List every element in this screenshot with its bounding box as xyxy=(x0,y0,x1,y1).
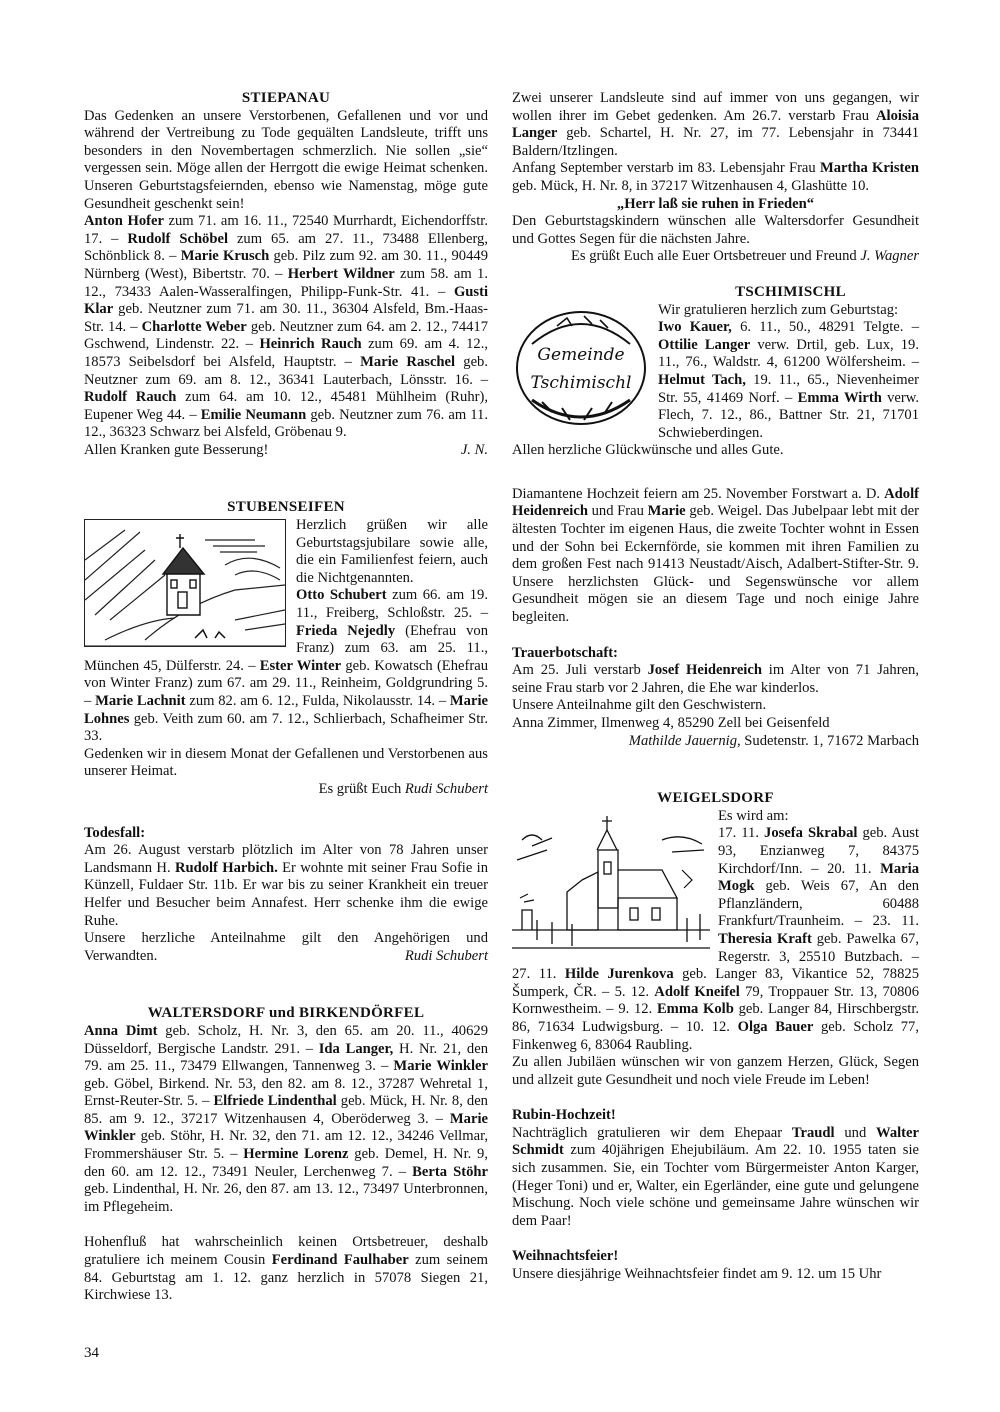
entry-date: 5. 12. xyxy=(614,983,655,1000)
entry-date: 10. 12. xyxy=(685,1018,738,1035)
rubin-title: Rubin-Hochzeit! xyxy=(512,1107,616,1124)
todesfall-text: Am 26. August verstarb plötzlich im Alter von 78 Jahren unser Landsmann H. Rudolf Harbich. Er wohnte mit seiner Frau Sofie in Künzell, Fuldaer Str. 11b. Er war bis zu seiner Krankheit ein treuer Helfer und Besucher beim Annafest. Herr schenke ihm die ewige Ruhe. xyxy=(84,842,489,929)
entry-details: geb. Göbel, Birkend. Nr. 53, den 82. am 8. 12., 37287 Wehretal 1, Ernst-Reuter-Str. 5. – xyxy=(84,1075,488,1110)
weihnacht-text: Unsere diesjährige Weihnachtsfeier findet am 9. 12. um 15 Uhr xyxy=(512,1266,882,1283)
stubenseifen-intro: Herzlich grüßen wir alle Geburtstagsjubilare sowie alle, die ein Familienfest feiern, auch die Nichtgenannten. xyxy=(296,517,488,586)
entry-details: zum 71. am 16. 11., 72540 Murrhardt, Eichendorffstr. 17. – xyxy=(84,213,488,247)
tschimischl-signature: Mathilde Jauernig, Sudetenstr. 1, 71672 Marbach xyxy=(628,732,919,749)
seal-drawing xyxy=(512,304,650,428)
person-name: Emma Wirth xyxy=(797,389,882,406)
person-name: Anton Hofer xyxy=(84,213,164,230)
rubin-text: Nachträglich gratulieren wir dem Ehepaar Traudl und Walter Schmidt zum 40jährigen Ehejubiläum. Am 22. 10. 1955 taten sie sich zusammen. Sie, ein Tochter vom Bürgermeister Anton Karger, (Heger Toni) und er, Walter, ein Egerländer, eine gute und gelungene Mischung. Noch viele schöne und gemeinsame Jahre wünschen wir dem Paar! xyxy=(512,1124,919,1229)
entry-details: zum 69. am 4. 12., 18573 Seibelsdorf bei Alsfeld, Hauptstr. – xyxy=(84,336,488,370)
entry-date: 17. 11. xyxy=(718,825,765,842)
signature: Rudi Schubert xyxy=(404,780,488,797)
section-title-tschimischl: TSCHIMISCHL xyxy=(735,283,846,300)
entry-details: geb. Stöhr, H. Nr. 32, den 71. am 12. 12., 34246 Vellmar, Frommershäuser Str. 5. – xyxy=(84,1128,488,1163)
signature: Rudi Schubert xyxy=(404,947,488,964)
trauer-text: Am 25. Juli verstarb Josef Heidenreich im Alter von 71 Jahren, seine Frau starb vor 2 Jahren, die Ehe war kinderlos. xyxy=(512,662,919,696)
entry-details: geb. Neutzner zum 69. am 8. 12., 36341 Lauterbach, Lönsstr. 16. – xyxy=(84,353,488,388)
entry-details: zum 58. am 1. 12., 73433 Aalen-Wasseralfingen, Philipp-Funk-Str. 41. – xyxy=(84,265,489,300)
section-title-stiepanau: STIEPANAU xyxy=(241,90,331,106)
entry-details: geb. Pilz zum 92. am 30. 11., 90449 Nürnberg (West), Bibertstr. 70. – xyxy=(84,248,488,282)
entry-date: 23. 11. xyxy=(872,913,919,930)
prayer-line: „Herr laß sie ruhen in Frieden“ xyxy=(616,195,815,212)
person-name: Emilie Neumann xyxy=(200,406,307,423)
hohenfluss-paragraph: Hohenfluß hat wahrscheinlich keinen Ortsbetreuer, deshalb gratuliere ich meinem Cousin Ferdinand Faulhaber zum seinem 84. Geburtstag am 1. 12. ganz herzlich in 57078 Siegen 21, Kirchwiese 13. xyxy=(84,1234,489,1304)
person-name: Hermine Lorenz xyxy=(243,1146,349,1163)
person-name: Otto Schubert xyxy=(296,587,387,604)
person-name: Marie Lohnes xyxy=(84,693,488,727)
trauer-address: Anna Zimmer, Ilmenweg 4, 85290 Zell bei Geisenfeld xyxy=(512,715,830,731)
entry-details: 79, Troppauer Str. 13, 70806 Kornwestheim. – xyxy=(512,983,920,1018)
right-column xyxy=(512,90,919,1284)
entry-details: verw. Drtil, geb. Lux, 19. 11., 76., Waldstr. 4, 61200 Wölfersheim. – xyxy=(658,336,919,371)
waltersdorf-birthdays xyxy=(84,1023,488,1217)
diamond-wedding: Diamantene Hochzeit feiern am 25. November Forstwart a. D. Adolf Heidenreich und Frau Marie geb. Weigel. Das Jubelpaar lebt mit der ältesten Tochter im eigenen Haus, die zweite Tochter wohnt in Essen und der Sohn bei Eckernförde, sie kommen mit ihren Familien zu dem großen Fest nach 91413 Neustadt/Aisch, Adalbert-Stifter-Str. 9. Unsere herzlichsten Glück- und Segenswünsche vor allem Gesundheit mögen sie an diesem Tage und noch einige Jahre begleiten. xyxy=(512,485,919,626)
entry-details: geb. Neutzner zum 71. am 30. 11., 36304 Alsfeld, Bm.-Haas-Str. 14. – xyxy=(84,301,488,335)
person-name: Gusti Klar xyxy=(84,283,488,318)
person-name: Olga Bauer xyxy=(737,1018,814,1035)
weihnacht-title: Weihnachtsfeier! xyxy=(512,1248,619,1265)
person-name: Josefa Skrabal xyxy=(764,825,858,842)
entry-details: geb. Neutzner zum 76. am 11. 12., 36323 Schwarz bei Alsfeld, Gröbenau 9. xyxy=(84,406,488,441)
entry-details: geb. Demel, H. Nr. 9, den 60. am 12. 12., 73491 Neuler, Lerchenweg 7. – xyxy=(84,1146,489,1180)
entry-details: zum 66. am 19. 11., Freiberg, Schloßstr. 25. – xyxy=(296,587,488,622)
entry-details: zum 65. am 27. 11., 73488 Ellenberg, Schönblick 8. – xyxy=(84,230,488,265)
person-name: Frieda Nejedly xyxy=(296,622,396,639)
left-column xyxy=(84,90,488,1305)
entry-details: geb. Lindenthal, H. Nr. 26, den 87. am 13. 12., 73497 Unterbronnen, im Pflegeheim. xyxy=(84,1181,488,1215)
entry-details: zum 82. am 6. 12., Fulda, Nikolausstr. 14. – xyxy=(185,693,450,709)
person-name: Theresia Kraft xyxy=(718,930,812,947)
chapel-drawing xyxy=(85,520,285,646)
entry-date: 9. 12. xyxy=(618,1001,657,1018)
waltersdorf-death-2: Anfang September verstarb im 83. Lebensjahr Frau Martha Kristen geb. Mück, H. Nr. 8, in 37217 Witzenhausen 4, Glashütte 10. xyxy=(512,160,919,194)
person-name: Heinrich Rauch xyxy=(259,336,362,353)
section-title-waltersdorf: WALTERSDORF und BIRKENDÖRFEL xyxy=(147,1005,425,1022)
entry-details: geb. Scholz 77, Finkenweg 6, 83064 Raubling. xyxy=(512,1018,919,1053)
person-name: Maria Mogk xyxy=(718,860,919,895)
entry-details: 19. 11., 65., Nievenheimer Str. 55, 41469 Norf. – xyxy=(658,371,919,406)
person-name: Marie Lachnit xyxy=(95,693,186,709)
entry-details: geb. Mück, H. Nr. 8, den 85. am 9. 12., 37217 Witzenhausen 4, Oberöderweg 3. – xyxy=(84,1093,488,1127)
entry-details: H. Nr. 21, den 79. am 25. 11., 73479 Ellwangen, Tannenweg 3. – xyxy=(84,1040,489,1075)
entry-details: geb. Langer 84, Hirschbergstr. 86, 71634 Ludwigsburg. – xyxy=(512,1001,920,1035)
entry-date: 27. 11. xyxy=(512,966,565,983)
tschimischl-closing: Allen herzliche Glückwünsche und alles Gute. xyxy=(512,442,784,459)
greeting: Es grüßt Euch xyxy=(318,780,402,797)
entry-details: geb. Pawelka 67, Regerstr. 3, 25510 Butzbach. – xyxy=(718,930,919,965)
entry-details: geb. Weis 67, An den Pflanzländern, 60488 Frankfurt/Traunheim. – xyxy=(718,878,919,930)
stubenseifen-signature-line xyxy=(84,781,488,799)
church-illustration xyxy=(512,810,710,952)
closing-text: Allen Kranken gute Besserung! xyxy=(84,441,269,458)
entry-date: 20. 11. xyxy=(827,860,881,877)
tschimischl-intro: Wir gratulieren herzlich zum Geburtstag: xyxy=(658,301,899,318)
person-name: Anna Dimt xyxy=(84,1022,158,1039)
trauer-sympathy: Unsere Anteilnahme gilt den Geschwistern. xyxy=(512,697,767,714)
entry-details: geb. Veith zum 60. am 7. 12., Schlierbach, Schafheimer Str. 33. xyxy=(84,710,488,745)
stubenseifen-closing: Gedenken wir in diesem Monat der Gefallenen und Verstorbenen aus unserer Heimat. xyxy=(84,745,488,780)
church-drawing xyxy=(512,810,710,952)
person-name: Iwo Kauer, xyxy=(658,319,732,336)
person-name: Ottilie Langer xyxy=(658,336,751,353)
waltersdorf-signature-line: Es grüßt Euch alle Euer Ortsbetreuer und Freund J. Wagner xyxy=(570,248,919,265)
entry-details: verw. Flech, 7. 12., 86., Battner Str. 21, 71701 Schwieberdingen. xyxy=(658,389,919,441)
todesfall-closing: Unsere herzliche Anteilnahme gilt den Angehörigen und Verwandten. Rudi Schubert xyxy=(84,930,488,964)
chapel-illustration xyxy=(84,519,286,647)
person-name: Ester Winter xyxy=(259,657,342,674)
todesfall-title: Todesfall: xyxy=(84,824,146,841)
entry-details: zum 64. am 10. 12., 45481 Mühlheim (Ruhr), Eupener Weg 44. – xyxy=(84,389,488,423)
person-name: Marie Winkler xyxy=(84,1110,488,1145)
stiepanau-birthdays xyxy=(84,213,488,442)
entry-details: geb. Langer 83, Vikantice 52, 78825 Šumperk, ČR. – xyxy=(512,966,919,1000)
section-title-stubenseifen: STUBENSEIFEN xyxy=(227,499,345,516)
person-name: Emma Kolb xyxy=(656,1001,734,1018)
person-name: Elfriede Lindenthal xyxy=(213,1093,337,1110)
entry-details: (Ehefrau von Franz) zum 63. am 25. 11., München 45, Dülferstr. 24. – xyxy=(84,622,488,674)
gemeinde-seal xyxy=(512,304,650,428)
person-name: Ida Langer, xyxy=(318,1040,394,1057)
section-title-weigelsdorf: WEIGELSDORF xyxy=(657,790,774,807)
person-name: Marie Krusch xyxy=(180,248,270,265)
entry-details: geb. Neutzner zum 64. am 2. 12., 74417 Gschwend, Lindenstr. 22. – xyxy=(84,318,489,353)
person-name: Helmut Tach, xyxy=(658,371,746,388)
seal-text-tschimischl: Tschimischl xyxy=(530,372,632,393)
person-name: Herbert Wildner xyxy=(287,265,395,282)
entry-details: geb. Scholz, H. Nr. 3, den 65. am 20. 11., 40629 Düsseldorf, Bergische Landstr. 291. – xyxy=(84,1022,488,1057)
entry-details: geb. Kowatsch (Ehefrau von Winter Franz) zum 67. am 29. 11., Reinheim, Goldgrundring 5. – xyxy=(84,657,488,709)
waltersdorf-wishes: Den Geburtstagskindern wünschen alle Waltersdorfer Gesundheit und Gottes Segen für die nächsten Jahre. xyxy=(512,213,919,247)
seal-text-gemeinde: Gemeinde xyxy=(537,344,625,365)
person-name: Berta Stöhr xyxy=(412,1163,488,1180)
stiepanau-closing xyxy=(84,442,488,460)
person-name: Hilde Jurenkova xyxy=(564,966,674,983)
stiepanau-intro: Das Gedenken an unsere Verstorbenen, Gefallenen und vor und während der Vertreibung zu Tode gequälten Landsleute, trifft uns besonders in den Novembertagen schmerzlich. Nie sollen „sie“ vergessen sein. Möge allen der Herrgott die ewige Heimat schenken. Unseren Geburtstagsfeiernden, ebenso wie Namenstag, möge gute Gesundheit geschenkt sein! xyxy=(84,107,488,212)
person-name: Charlotte Weber xyxy=(141,318,247,335)
signature: J. N. xyxy=(460,441,488,458)
waltersdorf-deaths: Zwei unserer Landsleute sind auf immer von uns gegangen, wir wollen ihrer im Gebet gedenken. Am 26.7. verstarb Frau Aloisia Langer geb. Schartel, H. Nr. 27, im 77. Lebensjahr in 73441 Baldern/Itzlingen. xyxy=(512,90,919,159)
trauer-title: Trauerbotschaft: xyxy=(512,644,618,661)
person-name: Marie Raschel xyxy=(360,353,456,370)
person-name: Marie Winkler xyxy=(393,1058,488,1075)
person-name: Adolf Kneifel xyxy=(654,983,740,1000)
weigelsdorf-intro: Es wird am: xyxy=(718,807,789,824)
entry-details: geb. Aust 93, Enzianweg 7, 84375 Kirchdorf/Inn. – xyxy=(718,825,919,877)
person-name: Rudolf Schöbel xyxy=(127,230,229,247)
page-number: 34 xyxy=(84,1345,99,1361)
person-name: Rudolf Rauch xyxy=(84,389,177,406)
entry-details: 6. 11., 50., 48291 Telgte. – xyxy=(731,319,919,336)
weigelsdorf-closing: Zu allen Jubiläen wünschen wir von ganzem Herzen, Glück, Segen und allzeit gute Gesundheit und noch viele Freude im Leben! xyxy=(512,1054,919,1088)
